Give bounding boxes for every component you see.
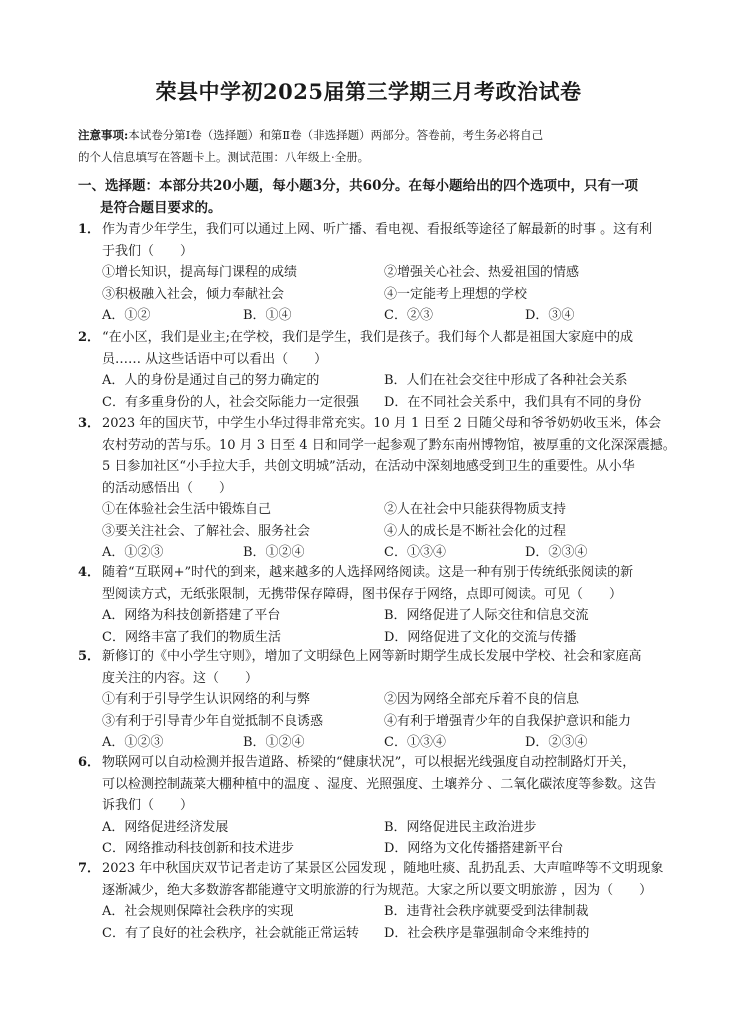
option-b: B．人们在社会交往中形成了各种社会关系 — [384, 373, 628, 388]
option-c: C．有了良好的社会秩序，社会就能正常运转 — [102, 925, 359, 941]
option-a: A．①②③ — [102, 735, 164, 750]
stem-line: 作为青少年学生，我们可以通过上网、听广播、看电视、看报纸等途径了解最新的时事 。这有利 — [102, 222, 653, 237]
question-1 — [78, 219, 678, 327]
option-b: B．①②④ — [243, 545, 305, 560]
question-number: 6． — [78, 755, 101, 770]
option-d: D．社会秩序是靠强制命令来维持的 — [384, 925, 590, 941]
option-b: B．①②④ — [243, 735, 305, 750]
question-6 — [78, 752, 678, 860]
option-d: D．③④ — [525, 308, 575, 323]
stem-line: 于我们（ ） — [102, 243, 194, 259]
statement-row — [78, 711, 678, 733]
notice-text-2: 的个人信息填写在答题卡上。测试范围：八年级上·全册。 — [78, 150, 370, 164]
statement-row — [78, 262, 678, 284]
statement: ②增强关心社会、热爱祖国的情感 — [384, 265, 580, 280]
statement-row — [78, 689, 678, 711]
option-a: A．①②③ — [102, 545, 164, 560]
statement: ①在体验社会生活中锻炼自己 — [102, 502, 272, 517]
stem-line: 型阅读方式，无纸张限制，无携带保存障碍，图书保存于网络，点即可阅读。可见（ ） — [102, 586, 623, 602]
stem-line: 可以检测控制蔬菜大棚种植中的温度 、湿度、光照强度、土壤养分 、二氧化碳浓度等参数。这告 — [102, 776, 657, 792]
statement: ③积极融入社会，倾力奉献社会 — [102, 286, 285, 302]
option-c: C．①③④ — [384, 545, 446, 560]
statement-row — [78, 284, 678, 306]
option-d: D．②③④ — [525, 545, 588, 560]
statement: ④人的成长是不断社会化的过程 — [384, 523, 567, 539]
stem-line: 的活动感悟出（ ） — [102, 480, 233, 496]
statement: ④有利于增强青少年的自我保护意识和能力 — [384, 713, 632, 729]
option-c: C．②③ — [384, 308, 433, 323]
stem-line: 逐渐减少，绝大多数游客都能遵守文明旅游的行为规范。大家之所以要文明旅游 ，因为（ ） — [102, 882, 653, 898]
option-row — [78, 817, 678, 839]
option-c: C．网络丰富了我们的物质生活 — [102, 629, 281, 645]
section-line-2: 是符合题目要求的。 — [100, 200, 222, 216]
option-c: C．有多重身份的人，社会交际能力一定很强 — [102, 394, 359, 410]
question-stem — [78, 646, 678, 689]
question-number: 5． — [78, 649, 101, 664]
option-d: D．在不同社会关系中，我们具有不同的身份 — [384, 394, 642, 410]
statement: ①有利于引导学生认识网络的利与弊 — [102, 692, 311, 707]
question-7 — [78, 858, 678, 944]
option-b: B．违背社会秩序就要受到法律制裁 — [384, 904, 589, 919]
exam-title: 荣县中学初2025届第三学期三月考政治试卷 — [155, 79, 582, 104]
option-c: C．①③④ — [384, 735, 446, 750]
question-3 — [78, 413, 678, 564]
stem-line: 2023 年中秋国庆双节记者走访了某景区公园发现 ，随地吐痰、乱扔乱丢、大声喧哗等不文明现象 — [102, 861, 664, 876]
question-stem — [78, 327, 678, 370]
notice-text-1: 本试卷分第Ⅰ卷（选择题）和第Ⅱ卷（非选择题）两部分。答卷前，考生务必将自己 — [128, 128, 544, 142]
question-number: 4． — [78, 565, 101, 580]
statement: ①增长知识，提高每门课程的成绩 — [102, 265, 298, 280]
stem-line: 诉我们（ ） — [102, 798, 194, 813]
option-row — [78, 732, 678, 754]
statement-row — [78, 499, 678, 521]
option-b: B．网络促进民主政治进步 — [384, 819, 537, 835]
statement: ②人在社会中只能获得物质支持 — [384, 502, 567, 517]
statement: ④一定能考上理想的学校 — [384, 286, 528, 302]
option-row — [78, 901, 678, 923]
option-row — [78, 542, 678, 564]
question-5 — [78, 646, 678, 754]
option-b: B．①④ — [243, 308, 292, 323]
option-row — [78, 627, 678, 649]
question-stem — [78, 219, 678, 262]
option-d: D．网络促进了文化的交流与传播 — [384, 629, 577, 645]
option-row — [78, 305, 678, 327]
question-number: 2． — [78, 330, 101, 345]
stem-line: 度关注的内容。这（ ） — [102, 670, 259, 686]
option-row — [78, 370, 678, 392]
section-header — [78, 175, 678, 219]
option-c: C．网络推动科技创新和技术进步 — [102, 841, 294, 856]
section-line-1: 一、选择题：本部分共20小题，每小题3分，共60分。在每小题给出的四个选项中，只有一项 — [78, 178, 638, 194]
notice-label: 注意事项: — [78, 128, 129, 142]
notice-block — [78, 124, 668, 168]
stem-line: 5 日参加社区“小手拉大手，共创文明城”活动，在活动中深刻地感受到卫生的重要性。从小华 — [102, 459, 635, 474]
statement: ③有利于引导青少年自觉抵制不良诱惑 — [102, 713, 324, 729]
question-number: 7． — [78, 861, 101, 876]
option-a: A．网络为科技创新搭建了平台 — [102, 608, 281, 623]
option-b: B．网络促进了人际交往和信息交流 — [384, 608, 589, 623]
option-d: D．②③④ — [525, 735, 588, 750]
statement: ③要关注社会、了解社会、服务社会 — [102, 523, 311, 539]
option-row — [78, 923, 678, 945]
option-a: A．社会规则保障社会秩序的实现 — [102, 904, 294, 919]
question-stem — [78, 752, 678, 817]
stem-line: 农村劳动的苦与乐。10 月 3 日至 4 日和同学一起参观了黔东南州博物馆，被厚重的文化深深震撼。 — [102, 437, 676, 453]
statement-row — [78, 521, 678, 543]
question-2 — [78, 327, 678, 413]
option-a: A．人的身份是通过自己的努力确定的 — [102, 373, 320, 388]
question-stem — [78, 858, 678, 901]
statement: ②因为网络全部充斥着不良的信息 — [384, 692, 580, 707]
option-d: D．网络为文化传播搭建新平台 — [384, 841, 564, 856]
option-row — [78, 392, 678, 414]
stem-line: 员…… 从这些话语中可以看出（ ） — [102, 351, 328, 367]
stem-line: 随着“互联网+”时代的到来，越来越多的人选择网络阅读。这是一种有别于传统纸张阅读的新 — [102, 565, 634, 580]
question-stem — [78, 562, 678, 605]
option-row — [78, 838, 678, 860]
option-a: A．网络促进经济发展 — [102, 819, 229, 835]
stem-line: 新修订的《中小学生守则》，增加了文明绿色上网等新时期学生成长发展中学校、社会和家庭高 — [102, 649, 642, 664]
option-row — [78, 605, 678, 627]
stem-line: “在小区，我们是业主;在学校，我们是学生，我们是孩子。我们每个人都是祖国大家庭中的成 — [102, 330, 634, 345]
question-4 — [78, 562, 678, 648]
stem-line: 2023 年的国庆节，中学生小华过得非常充实。10 月 1 日至 2 日随父母和爷爷奶奶收玉米，体会 — [102, 416, 661, 431]
stem-line: 物联网可以自动检测并报告道路、桥梁的“健康状况”，可以根据光线强度自动控制路灯开关， — [102, 755, 636, 770]
question-stem — [78, 413, 678, 499]
option-a: A．①② — [102, 308, 151, 323]
question-number: 1． — [78, 222, 101, 237]
question-number: 3． — [78, 416, 101, 431]
